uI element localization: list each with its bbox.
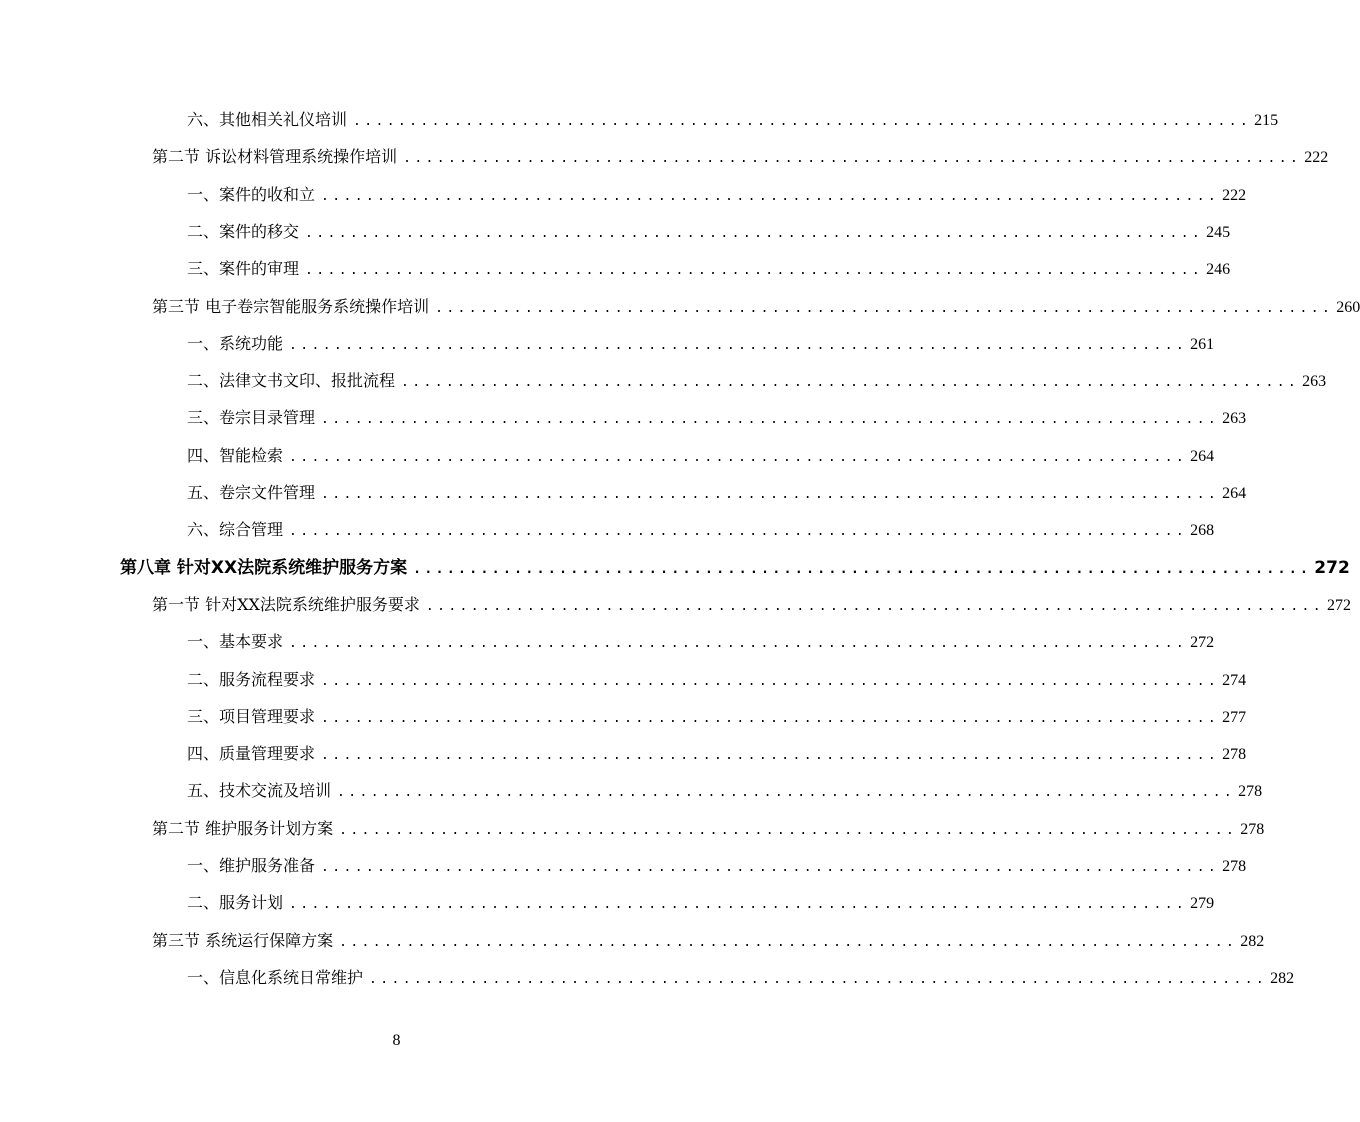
toc-entry-page: 278 (1238, 783, 1263, 800)
toc-dot-leader: ................................................................................ (321, 412, 1220, 427)
toc-entry-label: 第八章 针对XX法院系统维护服务方案 (120, 558, 408, 578)
toc-entry-section[interactable] (152, 816, 1265, 842)
toc-dot-leader: ................................................................................ (353, 114, 1252, 129)
toc-entry-item[interactable] (187, 480, 1247, 506)
toc-entry-chapter[interactable] (120, 555, 1350, 581)
toc-entry-item[interactable] (187, 741, 1247, 767)
toc-entry-page: 264 (1190, 448, 1215, 465)
toc-entry-page: 278 (1222, 858, 1247, 875)
toc-entry-page: 263 (1222, 410, 1247, 427)
page-number: 8 (392, 1032, 401, 1049)
toc-dot-leader: ................................................................................ (425, 599, 1325, 614)
toc-entry-page: 277 (1222, 709, 1247, 726)
toc-dot-leader: ................................................................................ (321, 674, 1220, 689)
toc-entry-item[interactable] (187, 629, 1215, 655)
toc-entry-page: 279 (1190, 895, 1215, 912)
toc-entry-label: 二、案件的移交 (187, 222, 300, 241)
toc-dot-leader: ................................................................................ (305, 226, 1204, 241)
toc-entry-label: 一、案件的收和立 (187, 185, 316, 204)
toc-dot-leader: ................................................................................ (321, 748, 1220, 763)
toc-entry-page: 272 (1327, 597, 1352, 614)
toc-entry-page: 245 (1206, 224, 1231, 241)
toc-dot-leader: ................................................................................ (289, 450, 1188, 465)
toc-entry-label: 三、案件的审理 (187, 259, 300, 278)
toc-dot-leader: ................................................................................ (321, 189, 1220, 204)
toc-dot-leader: ................................................................................ (401, 375, 1300, 390)
toc-entry-label: 第二节 诉讼材料管理系统操作培训 (152, 147, 398, 166)
toc-dot-leader: ................................................................................ (413, 562, 1312, 577)
toc-entry-page: 261 (1190, 336, 1215, 353)
toc-entry-item[interactable] (187, 778, 1263, 804)
toc-entry-section[interactable] (152, 294, 1360, 320)
toc-entry-page: 282 (1270, 970, 1295, 987)
toc-entry-page: 264 (1222, 485, 1247, 502)
toc-dot-leader: ................................................................................ (435, 301, 1334, 316)
toc-entry-label: 二、服务流程要求 (187, 670, 316, 689)
toc-entry-item[interactable] (187, 405, 1247, 431)
toc-entry-label: 第三节 电子卷宗智能服务系统操作培训 (152, 297, 430, 316)
toc-entry-item[interactable] (187, 853, 1247, 879)
toc-dot-leader: ................................................................................ (289, 636, 1188, 651)
toc-entry-item[interactable] (187, 368, 1327, 394)
toc-entry-label: 二、法律文书文印、报批流程 (187, 371, 396, 390)
toc-entry-page: 278 (1240, 821, 1265, 838)
toc-entry-item[interactable] (187, 704, 1247, 730)
toc-dot-leader: ................................................................................ (339, 935, 1238, 950)
toc-entry-label: 第一节 针对XX法院系统维护服务要求 (152, 595, 420, 614)
toc-entry-label: 一、维护服务准备 (187, 856, 316, 875)
toc-entry-page: 222 (1222, 187, 1247, 204)
toc-entry-item[interactable] (187, 107, 1279, 133)
toc-entry-label: 第二节 维护服务计划方案 (152, 819, 334, 838)
toc-dot-leader: ................................................................................ (305, 263, 1204, 278)
toc-entry-label: 五、卷宗文件管理 (187, 483, 316, 502)
toc-entry-page: 272 (1190, 634, 1215, 651)
toc-dot-leader: ................................................................................ (289, 338, 1188, 353)
toc-dot-leader: ................................................................................ (289, 897, 1188, 912)
toc-entry-item[interactable] (187, 890, 1215, 916)
toc-entry-page: 246 (1206, 261, 1231, 278)
toc-entry-item[interactable] (187, 517, 1215, 543)
toc-entry-label: 三、项目管理要求 (187, 707, 316, 726)
toc-entry-item[interactable] (187, 182, 1247, 208)
toc-entry-item[interactable] (187, 667, 1247, 693)
toc-entry-label: 四、智能检索 (187, 446, 284, 465)
toc-dot-leader: ................................................................................ (321, 711, 1220, 726)
toc-dot-leader: ................................................................................ (321, 860, 1220, 875)
toc-entry-page: 272 (1314, 558, 1350, 578)
toc-entry-section[interactable] (152, 928, 1265, 954)
toc-entry-page: 278 (1222, 746, 1247, 763)
toc-dot-leader: ................................................................................ (339, 823, 1238, 838)
toc-entry-label: 二、服务计划 (187, 893, 284, 912)
toc-entry-page: 222 (1304, 149, 1329, 166)
toc-entry-item[interactable] (187, 443, 1215, 469)
toc-entry-page: 215 (1254, 112, 1279, 129)
toc-entry-item[interactable] (187, 256, 1231, 282)
toc-entry-section[interactable] (152, 592, 1352, 618)
toc-dot-leader: ................................................................................ (403, 151, 1302, 166)
toc-entry-label: 一、系统功能 (187, 334, 284, 353)
toc-entry-page: 260 (1336, 299, 1360, 316)
toc-entry-label: 四、质量管理要求 (187, 744, 316, 763)
toc-entry-label: 三、卷宗目录管理 (187, 408, 316, 427)
toc-entry-page: 268 (1190, 522, 1215, 539)
toc-entry-item[interactable] (187, 331, 1215, 357)
toc-entry-label: 一、信息化系统日常维护 (187, 968, 364, 987)
toc-entry-label: 六、综合管理 (187, 520, 284, 539)
toc-entry-page: 282 (1240, 933, 1265, 950)
toc-entry-section[interactable] (152, 144, 1329, 170)
toc-entry-label: 五、技术交流及培训 (187, 781, 332, 800)
toc-entry-label: 第三节 系统运行保障方案 (152, 931, 334, 950)
toc-entry-page: 274 (1222, 672, 1247, 689)
toc-entry-page: 263 (1302, 373, 1327, 390)
toc-entry-item[interactable] (187, 965, 1295, 991)
toc-dot-leader: ................................................................................ (289, 524, 1188, 539)
toc-dot-leader: ................................................................................ (321, 487, 1220, 502)
toc-entry-label: 六、其他相关礼仪培训 (187, 110, 348, 129)
toc-dot-leader: ................................................................................ (369, 972, 1268, 987)
toc-dot-leader: ................................................................................ (337, 785, 1236, 800)
toc-entry-item[interactable] (187, 219, 1231, 245)
toc-entry-label: 一、基本要求 (187, 632, 284, 651)
